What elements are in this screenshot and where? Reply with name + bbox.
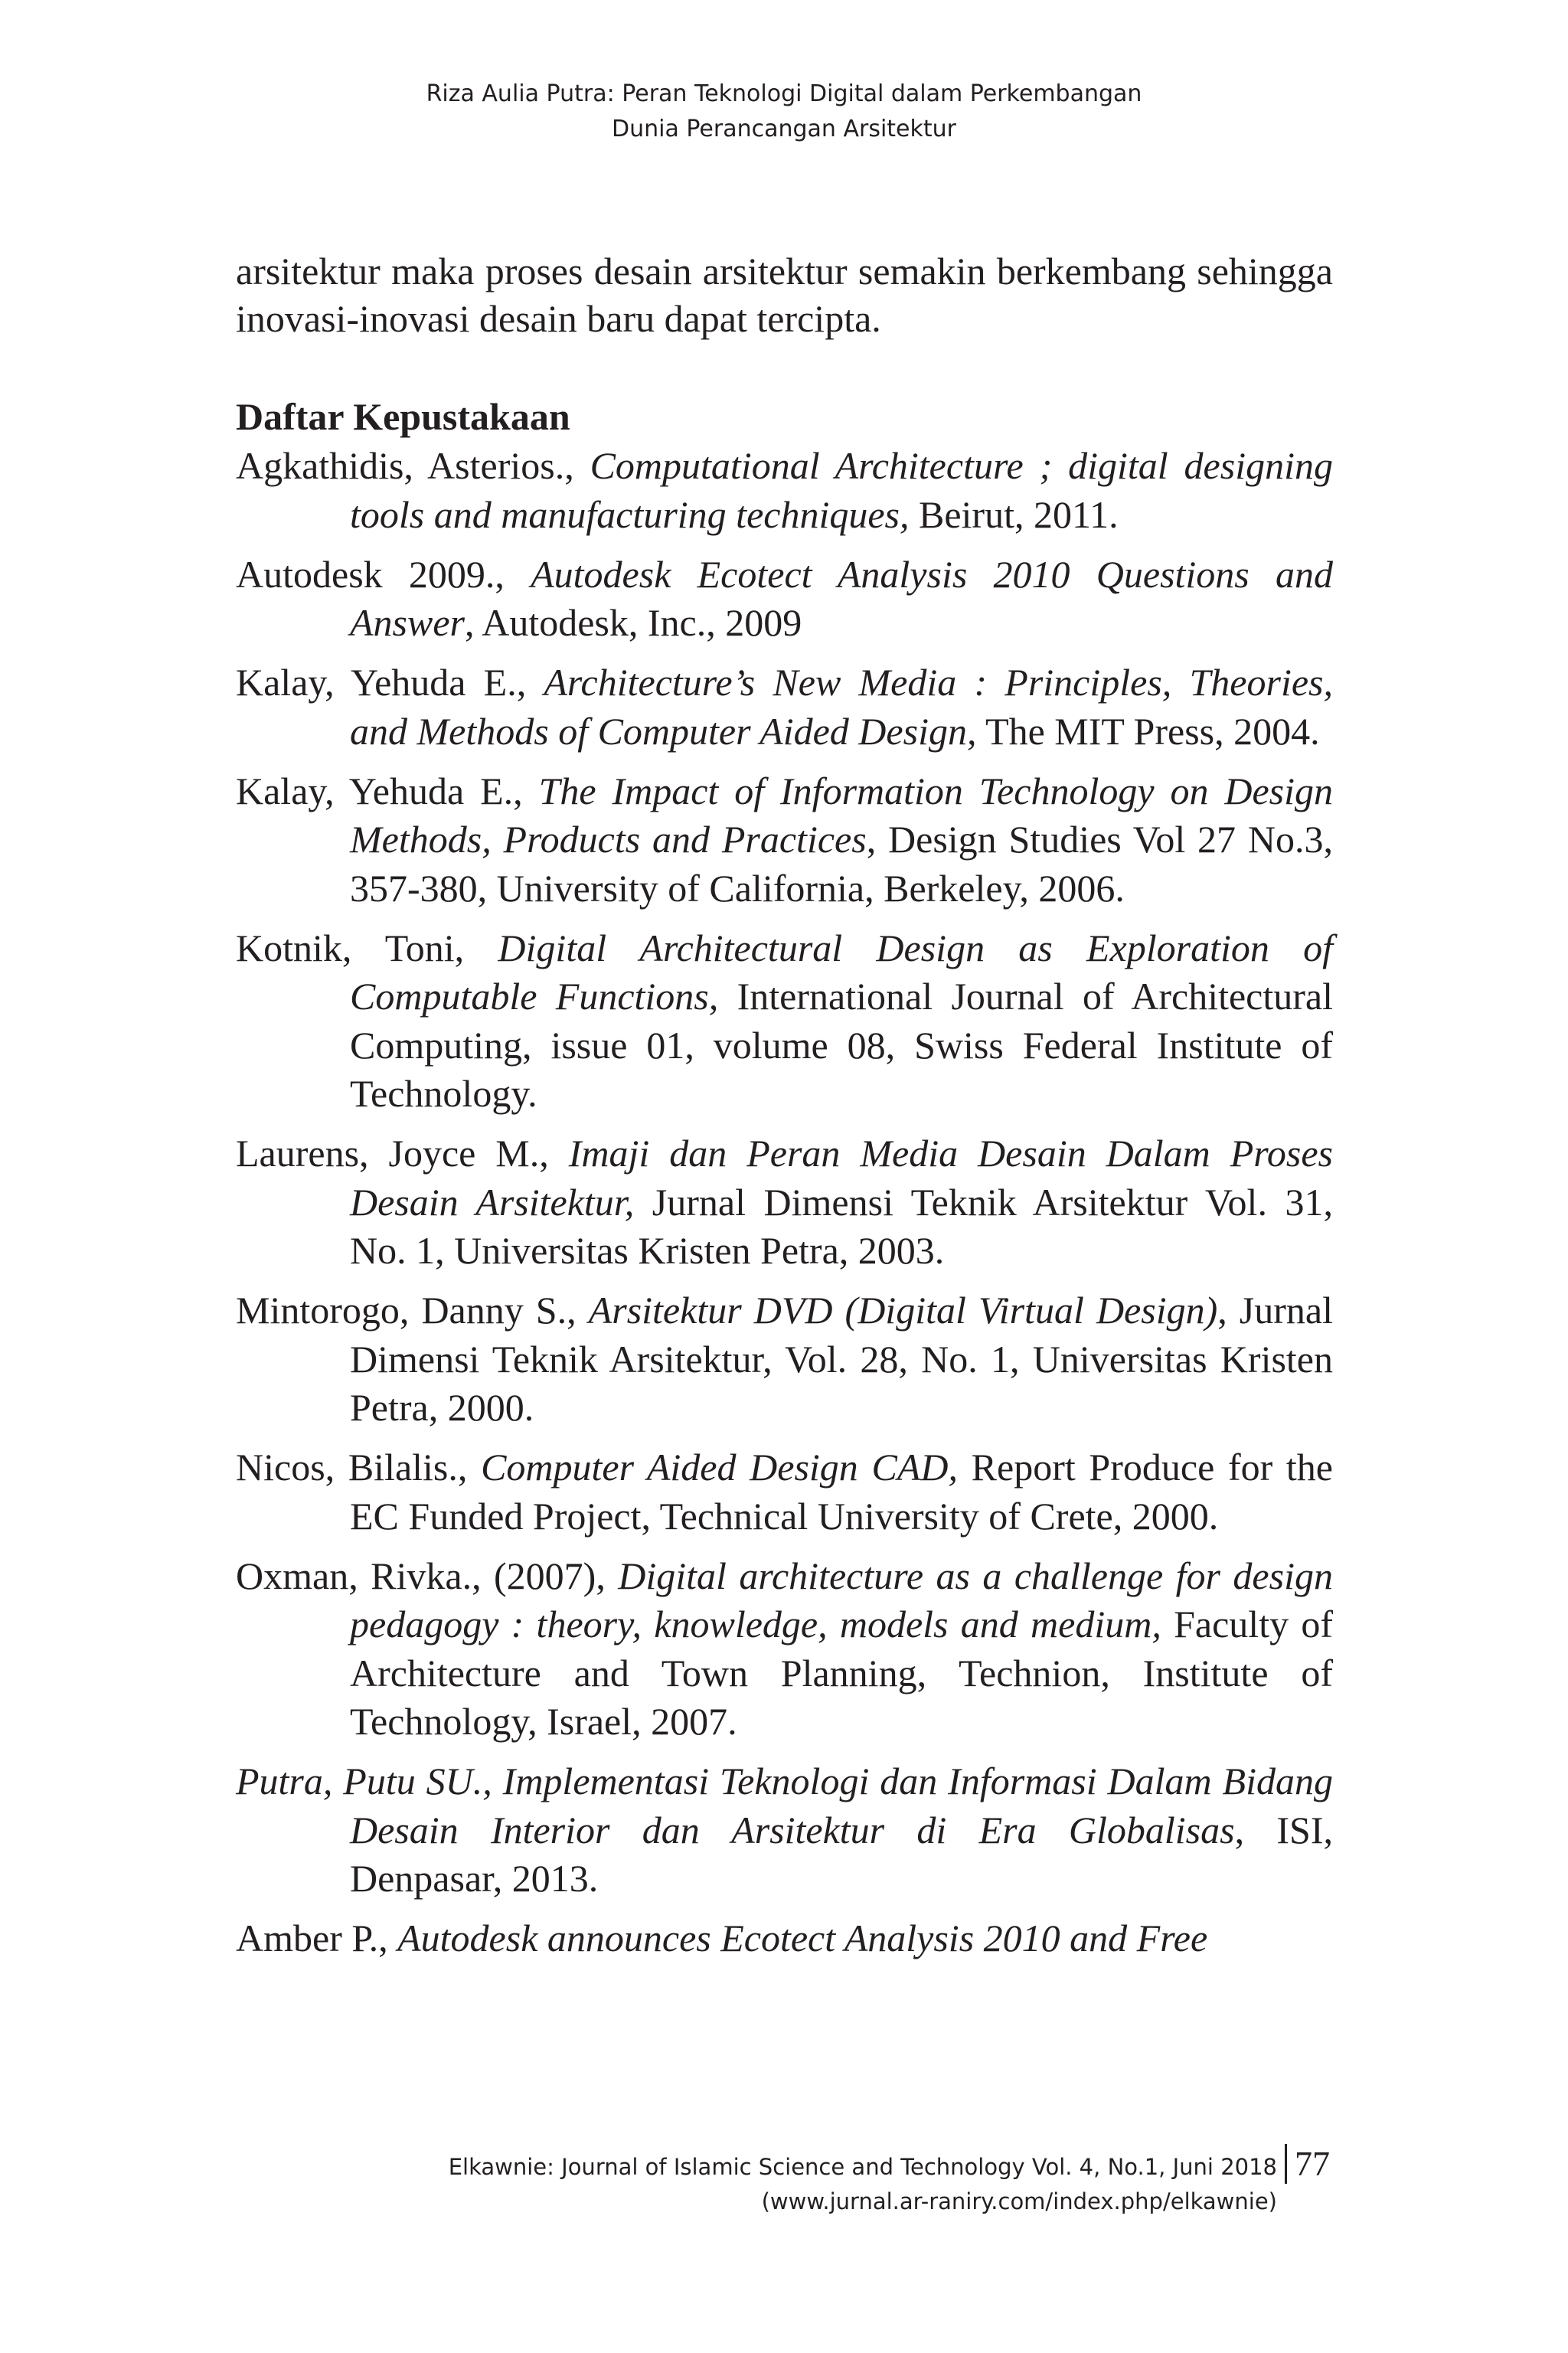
running-header	[0, 77, 1568, 147]
footer-journal-url: (www.jurnal.ar-raniry.com/index.php/elkawnie)	[761, 2188, 1277, 2214]
reference-author: Agkathidis, Asterios.,	[236, 444, 590, 487]
reference-publication: Report Produce for the EC Funded Project, Technical University of Crete, 2000.	[350, 1446, 1334, 1538]
reference-publication: , Jurnal Dimensi Teknik Arsitektur, Vol. 28, No. 1, Universitas Kristen Petra, 2000.	[350, 1289, 1334, 1429]
reference-title: Autodesk Ecotect Analysis 2010 Questions and Answer	[350, 552, 1333, 644]
running-header-line-1: Riza Aulia Putra: Peran Teknologi Digital dalam Perkembangan	[426, 80, 1142, 107]
reference-title: Architecture’s New Media : Principles, Theories, and Methods of Computer Aided Design,	[350, 661, 1333, 753]
reference-item	[236, 1286, 1333, 1433]
reference-title: Digital Architectural Design as Exploration of Computable Functions,	[350, 926, 1334, 1018]
reference-publication: International Journal of Architectural Computing, issue 01, volume 08, Swiss Federal Institute of Technology.	[350, 975, 1333, 1115]
reference-title: Arsitektur DVD (Digital Virtual Design)	[588, 1289, 1218, 1332]
reference-publication: Faculty of Architecture and Town Planning, Technion, Institute of Technology, Israel, 2007.	[350, 1603, 1333, 1743]
reference-item	[236, 442, 1333, 539]
reference-author: Putra, Putu SU., Implementasi Teknologi dan Informasi Dalam Bidang Desain Interior dan Arsitektur di Era Globalisas	[236, 1760, 1333, 1851]
reference-publication: The MIT Press, 2004.	[976, 709, 1320, 753]
reference-item	[236, 1552, 1333, 1747]
reference-publication: , Autodesk, Inc., 2009	[465, 601, 802, 644]
section-heading: Daftar Kepustakaan	[236, 395, 570, 438]
reference-item	[236, 1129, 1333, 1276]
reference-title: Imaji dan Peran Media Desain Dalam Proses Desain Arsitektur,	[350, 1132, 1333, 1224]
reference-item	[236, 1443, 1333, 1541]
running-header-line-2: Dunia Perancangan Arsitektur	[612, 116, 956, 142]
reference-publication: Beirut, 2011.	[909, 492, 1119, 536]
reference-item	[236, 659, 1333, 756]
reference-author: Kotnik, Toni,	[236, 926, 498, 969]
reference-item	[236, 924, 1333, 1119]
footer-journal-citation: Elkawnie: Journal of Islamic Science and Technology Vol. 4, No.1, Juni 2018	[448, 2154, 1277, 2180]
reference-author: Autodesk 2009.,	[236, 552, 531, 596]
reference-item	[236, 1757, 1333, 1904]
reference-title: Computational Architecture ; digital designing tools and manufacturing techniques,	[350, 444, 1333, 536]
reference-publication: Jurnal Dimensi Teknik Arsitektur Vol. 31, No. 1, Universitas Kristen Petra, 2003.	[350, 1180, 1333, 1272]
reference-author: Kalay, Yehuda E.,	[236, 769, 539, 812]
reference-author: Oxman, Rivka., (2007),	[236, 1554, 619, 1597]
reference-title: Autodesk announces Ecotect Analysis 2010 and Free	[397, 1917, 1208, 1959]
reference-author: Laurens, Joyce M.,	[236, 1132, 569, 1175]
reference-item	[236, 551, 1333, 648]
reference-title: The Impact of Information Technology on Design Methods, Products and Practices	[350, 769, 1334, 861]
journal-footer	[0, 2150, 1277, 2219]
intro-paragraph: arsitektur maka proses desain arsitektur semakin berkembang sehingga inovasi-inovasi desain baru dapat tercipta.	[236, 250, 1333, 340]
reference-author: Amber P.,	[236, 1917, 398, 1959]
reference-author: Kalay, Yehuda E.,	[236, 661, 544, 704]
reference-title: Digital architecture as a challenge for design pedagogy : theory, knowledge, models and medium,	[350, 1554, 1333, 1645]
reference-title: Computer Aided Design CAD,	[481, 1446, 958, 1489]
reference-author: Nicos, Bilalis.,	[236, 1446, 482, 1489]
page-number: 77	[1285, 2144, 1330, 2184]
reference-author: Mintorogo, Danny S.,	[236, 1289, 589, 1332]
reference-item	[236, 1914, 1333, 1963]
reference-publication: , Design Studies Vol 27 No.3, 357-380, University of California, Berkeley, 2006.	[350, 818, 1333, 910]
reference-list	[236, 442, 1333, 1974]
reference-item	[236, 767, 1333, 913]
reference-publication: , ISI, Denpasar, 2013.	[350, 1808, 1334, 1900]
